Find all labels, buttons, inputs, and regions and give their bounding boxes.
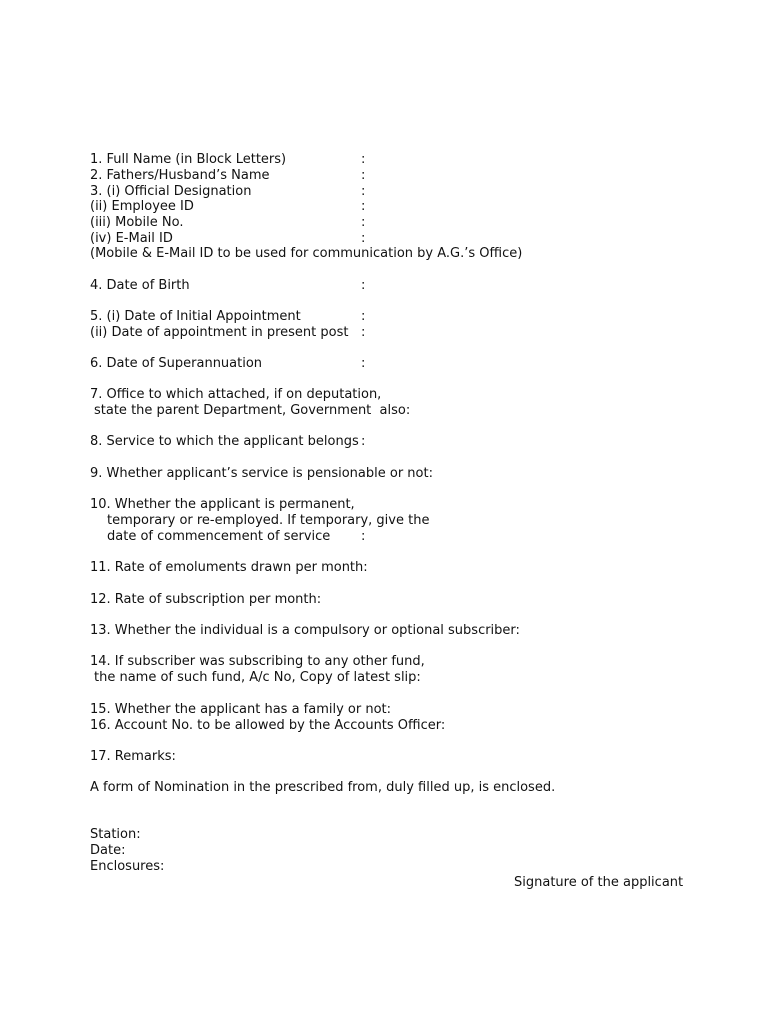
nomination-note: A form of Nomination in the prescribed from, duly filled up, is enclosed. [90,780,556,795]
permanent-label-line2: temporary or re-employed. If temporary, give the [107,513,430,528]
employee-id-label: (ii) Employee ID [90,199,194,214]
permanent-label-line1: 10. Whether the applicant is permanent, [90,497,355,512]
office-attached-label-line1: 7. Office to which attached, if on deputation, [90,387,382,402]
superannuation-colon: : [361,356,366,371]
subscription-label: 12. Rate of subscription per month: [90,592,322,607]
date-of-birth-colon: : [361,278,366,293]
full-name-label: 1. Full Name (in Block Letters) [90,152,287,167]
family-label: 15. Whether the applicant has a family or not: [90,702,392,717]
superannuation-label: 6. Date of Superannuation [90,356,263,371]
enclosures-label: Enclosures: [90,859,165,874]
mobile-no-colon: : [361,215,366,230]
official-designation-colon: : [361,184,366,199]
account-no-label: 16. Account No. to be allowed by the Accounts Officer: [90,718,446,733]
father-husband-name-label: 2. Fathers/Husband’s Name [90,168,270,183]
employee-id-colon: : [361,199,366,214]
pensionable-label: 9. Whether applicant’s service is pensionable or not: [90,466,433,481]
signature-label: Signature of the applicant [514,875,684,890]
station-label: Station: [90,827,141,842]
emoluments-label: 11. Rate of emoluments drawn per month: [90,560,368,575]
remarks-label: 17. Remarks: [90,749,176,764]
official-designation-label: 3. (i) Official Designation [90,184,252,199]
date-label: Date: [90,843,126,858]
office-attached-label-line2: state the parent Department, Government also: [94,403,411,418]
contact-note: (Mobile & E-Mail ID to be used for communication by A.G.’s Office) [90,246,523,261]
present-post-appointment-colon: : [361,325,366,340]
full-name-colon: : [361,152,366,167]
mobile-no-label: (iii) Mobile No. [90,215,184,230]
email-id-label: (iv) E-Mail ID [90,231,173,246]
service-belongs-colon: : [361,434,366,449]
other-fund-label-line2: the name of such fund, A/c No, Copy of latest slip: [94,670,421,685]
date-of-birth-label: 4. Date of Birth [90,278,190,293]
other-fund-label-line1: 14. If subscriber was subscribing to any other fund, [90,654,425,669]
subscriber-type-label: 13. Whether the individual is a compulsory or optional subscriber: [90,623,520,638]
permanent-colon: : [361,529,366,544]
initial-appointment-colon: : [361,309,366,324]
initial-appointment-label: 5. (i) Date of Initial Appointment [90,309,301,324]
father-husband-name-colon: : [361,168,366,183]
email-id-colon: : [361,231,366,246]
permanent-label-line3: date of commencement of service [107,529,331,544]
service-belongs-label: 8. Service to which the applicant belongs [90,434,359,449]
present-post-appointment-label: (ii) Date of appointment in present post [90,325,349,340]
